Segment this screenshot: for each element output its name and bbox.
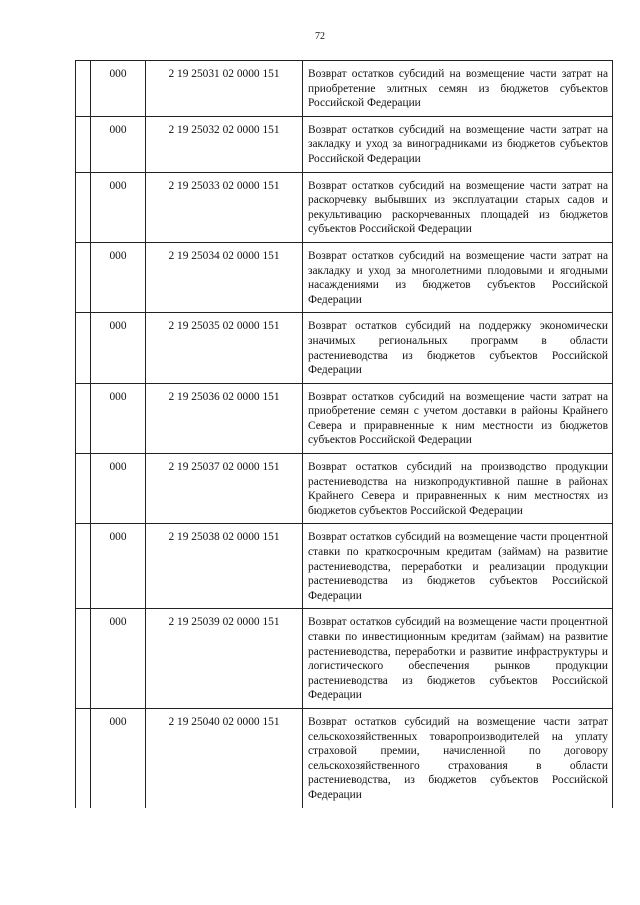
revenue-name-cell: Возврат остатков субсидий на поддержку экономически значимых региональных программ в области растениеводства из бюджетов субъектов Российской Федерации [303,313,613,383]
blank-cell [76,116,91,172]
budget-code-cell: 2 19 25035 02 0000 151 [146,313,303,383]
revenue-name-cell: Возврат остатков субсидий на возмещение части процентной ставки по инвестиционным кредитам (займам) на развитие растениеводства, переработки и развитие инфраструктуры и логистического обеспечения рынков продукции растениеводства из бюджетов субъектов Российской Федерации [303,609,613,709]
budget-code-cell: 2 19 25034 02 0000 151 [146,242,303,312]
blank-cell [76,313,91,383]
revenue-name-cell: Возврат остатков субсидий на возмещение части затрат сельскохозяйственных товаропроизводителей на уплату страховой премии, начисленной по договору сельскохозяйственного страхования в области растениеводства, из бюджетов субъектов Российской Федерации [303,708,613,807]
blank-cell [76,172,91,242]
table-row [76,242,613,312]
administrator-code-cell: 000 [91,383,146,453]
administrator-code-cell: 000 [91,172,146,242]
administrator-code-cell: 000 [91,454,146,524]
budget-code-cell: 2 19 25040 02 0000 151 [146,708,303,807]
blank-cell [76,609,91,709]
blank-cell [76,383,91,453]
page-number: 72 [315,31,325,42]
administrator-code-cell: 000 [91,609,146,709]
blank-cell [76,61,91,117]
table-row [76,383,613,453]
budget-code-cell: 2 19 25031 02 0000 151 [146,61,303,117]
table-row [76,116,613,172]
budget-code-cell: 2 19 25033 02 0000 151 [146,172,303,242]
revenue-name-cell: Возврат остатков субсидий на производство продукции растениеводства на низкопродуктивной пашне в районах Крайнего Севера и приравненных к ним местностях из бюджетов субъектов Российской Федерации [303,454,613,524]
table-row [76,524,613,609]
administrator-code-cell: 000 [91,242,146,312]
budget-code-cell: 2 19 25036 02 0000 151 [146,383,303,453]
administrator-code-cell: 000 [91,708,146,807]
table-row [76,313,613,383]
administrator-code-cell: 000 [91,313,146,383]
table-row [76,454,613,524]
administrator-code-cell: 000 [91,524,146,609]
blank-cell [76,242,91,312]
revenue-name-cell: Возврат остатков субсидий на возмещение части затрат на раскорчевку выбывших из эксплуатации старых садов и рекультивацию раскорчеванных площадей из бюджетов субъектов Российской Федерации [303,172,613,242]
blank-cell [76,454,91,524]
revenue-name-cell: Возврат остатков субсидий на возмещение части затрат на приобретение семян с учетом доставки в районы Крайнего Севера и приравненные к ним местности из бюджетов субъектов Российской Федерации [303,383,613,453]
revenue-name-cell: Возврат остатков субсидий на возмещение части процентной ставки по краткосрочным кредитам (займам) на развитие растениеводства, переработки и реализации продукции растениеводства из бюджетов субъектов Российской Федерации [303,524,613,609]
revenue-name-cell: Возврат остатков субсидий на возмещение части затрат на закладку и уход за виноградниками из бюджетов субъектов Российской Федерации [303,116,613,172]
budget-code-cell: 2 19 25032 02 0000 151 [146,116,303,172]
table-row [76,708,613,807]
budget-classification-table [75,60,613,808]
table-row [76,609,613,709]
budget-code-cell: 2 19 25037 02 0000 151 [146,454,303,524]
administrator-code-cell: 000 [91,61,146,117]
blank-cell [76,708,91,807]
revenue-name-cell: Возврат остатков субсидий на возмещение части затрат на приобретение элитных семян из бюджетов субъектов Российской Федерации [303,61,613,117]
table-row [76,172,613,242]
administrator-code-cell: 000 [91,116,146,172]
blank-cell [76,524,91,609]
budget-code-cell: 2 19 25038 02 0000 151 [146,524,303,609]
budget-code-cell: 2 19 25039 02 0000 151 [146,609,303,709]
revenue-name-cell: Возврат остатков субсидий на возмещение части затрат на закладку и уход за многолетними плодовыми и ягодными насаждениями из бюджетов субъектов Российской Федерации [303,242,613,312]
table-row [76,61,613,117]
